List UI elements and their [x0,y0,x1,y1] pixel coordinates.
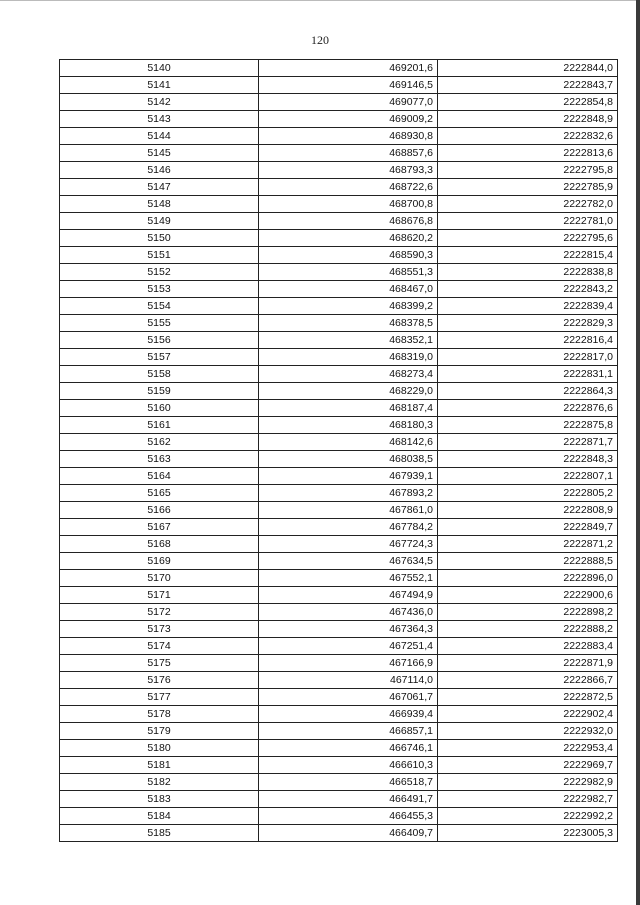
y-coordinate-cell: 2222982,7 [438,791,618,808]
table-row [60,451,618,468]
x-coordinate-cell: 467364,3 [259,621,438,638]
y-coordinate-cell: 2222843,7 [438,77,618,94]
table-row [60,723,618,740]
y-coordinate-cell: 2222807,1 [438,468,618,485]
x-coordinate-cell: 466455,3 [259,808,438,825]
point-number-cell: 5182 [60,774,259,791]
y-coordinate-cell: 2222992,2 [438,808,618,825]
point-number-cell: 5152 [60,264,259,281]
y-coordinate-cell: 2222795,8 [438,162,618,179]
point-number-cell: 5154 [60,298,259,315]
x-coordinate-cell: 468180,3 [259,417,438,434]
x-coordinate-cell: 467939,1 [259,468,438,485]
x-coordinate-cell: 466491,7 [259,791,438,808]
y-coordinate-cell: 2222839,4 [438,298,618,315]
table-row [60,196,618,213]
point-number-cell: 5170 [60,570,259,587]
table-row [60,808,618,825]
x-coordinate-cell: 468467,0 [259,281,438,298]
point-number-cell: 5157 [60,349,259,366]
x-coordinate-cell: 467436,0 [259,604,438,621]
table-row [60,570,618,587]
y-coordinate-cell: 2222871,2 [438,536,618,553]
point-number-cell: 5145 [60,145,259,162]
x-coordinate-cell: 468676,8 [259,213,438,230]
table-row [60,485,618,502]
table-row [60,502,618,519]
table-row [60,366,618,383]
page-top-edge [0,0,640,1]
y-coordinate-cell: 2222795,6 [438,230,618,247]
x-coordinate-cell: 469077,0 [259,94,438,111]
table-row [60,111,618,128]
x-coordinate-cell: 466939,4 [259,706,438,723]
table-row [60,621,618,638]
table-row [60,94,618,111]
y-coordinate-cell: 2222815,4 [438,247,618,264]
x-coordinate-cell: 468352,1 [259,332,438,349]
x-coordinate-cell: 468142,6 [259,434,438,451]
y-coordinate-cell: 2222864,3 [438,383,618,400]
x-coordinate-cell: 466857,1 [259,723,438,740]
x-coordinate-cell: 468590,3 [259,247,438,264]
point-number-cell: 5146 [60,162,259,179]
y-coordinate-cell: 2222843,2 [438,281,618,298]
point-number-cell: 5183 [60,791,259,808]
point-number-cell: 5161 [60,417,259,434]
table-row [60,247,618,264]
point-number-cell: 5174 [60,638,259,655]
point-number-cell: 5156 [60,332,259,349]
x-coordinate-cell: 469146,5 [259,77,438,94]
point-number-cell: 5179 [60,723,259,740]
table-row [60,587,618,604]
x-coordinate-cell: 469201,6 [259,60,438,77]
x-coordinate-cell: 467114,0 [259,672,438,689]
y-coordinate-cell: 2222883,4 [438,638,618,655]
y-coordinate-cell: 2222932,0 [438,723,618,740]
y-coordinate-cell: 2222888,2 [438,621,618,638]
y-coordinate-cell: 2222805,2 [438,485,618,502]
y-coordinate-cell: 2222902,4 [438,706,618,723]
point-number-cell: 5151 [60,247,259,264]
y-coordinate-cell: 2222871,7 [438,434,618,451]
y-coordinate-cell: 2223005,3 [438,825,618,842]
y-coordinate-cell: 2222781,0 [438,213,618,230]
table-row [60,434,618,451]
table-row [60,230,618,247]
table-row [60,757,618,774]
point-number-cell: 5181 [60,757,259,774]
table-row [60,672,618,689]
table-row [60,264,618,281]
x-coordinate-cell: 467061,7 [259,689,438,706]
point-number-cell: 5180 [60,740,259,757]
x-coordinate-cell: 468857,6 [259,145,438,162]
point-number-cell: 5171 [60,587,259,604]
x-coordinate-cell: 467784,2 [259,519,438,536]
table-row [60,332,618,349]
x-coordinate-cell: 469009,2 [259,111,438,128]
y-coordinate-cell: 2222854,8 [438,94,618,111]
y-coordinate-cell: 2222953,4 [438,740,618,757]
x-coordinate-cell: 468273,4 [259,366,438,383]
point-number-cell: 5166 [60,502,259,519]
point-number-cell: 5178 [60,706,259,723]
table-row [60,179,618,196]
y-coordinate-cell: 2222782,0 [438,196,618,213]
x-coordinate-cell: 468551,3 [259,264,438,281]
y-coordinate-cell: 2222848,9 [438,111,618,128]
y-coordinate-cell: 2222808,9 [438,502,618,519]
table-row [60,383,618,400]
y-coordinate-cell: 2222888,5 [438,553,618,570]
point-number-cell: 5169 [60,553,259,570]
table-row [60,655,618,672]
x-coordinate-cell: 468229,0 [259,383,438,400]
x-coordinate-cell: 467552,1 [259,570,438,587]
point-number-cell: 5150 [60,230,259,247]
y-coordinate-cell: 2222848,3 [438,451,618,468]
table-row [60,553,618,570]
table-row [60,349,618,366]
x-coordinate-cell: 466610,3 [259,757,438,774]
point-number-cell: 5176 [60,672,259,689]
x-coordinate-cell: 468930,8 [259,128,438,145]
point-number-cell: 5173 [60,621,259,638]
coordinates-table-body [60,60,618,842]
table-row [60,128,618,145]
table-row [60,791,618,808]
table-row [60,519,618,536]
x-coordinate-cell: 466746,1 [259,740,438,757]
point-number-cell: 5175 [60,655,259,672]
y-coordinate-cell: 2222785,9 [438,179,618,196]
coordinates-table [59,59,618,842]
y-coordinate-cell: 2222872,5 [438,689,618,706]
point-number-cell: 5177 [60,689,259,706]
point-number-cell: 5167 [60,519,259,536]
y-coordinate-cell: 2222900,6 [438,587,618,604]
x-coordinate-cell: 468722,6 [259,179,438,196]
y-coordinate-cell: 2222831,1 [438,366,618,383]
point-number-cell: 5184 [60,808,259,825]
table-row [60,689,618,706]
y-coordinate-cell: 2222982,9 [438,774,618,791]
x-coordinate-cell: 468319,0 [259,349,438,366]
point-number-cell: 5168 [60,536,259,553]
point-number-cell: 5141 [60,77,259,94]
y-coordinate-cell: 2222898,2 [438,604,618,621]
table-row [60,417,618,434]
table-row [60,162,618,179]
table-row [60,400,618,417]
point-number-cell: 5164 [60,468,259,485]
x-coordinate-cell: 468038,5 [259,451,438,468]
point-number-cell: 5153 [60,281,259,298]
table-row [60,740,618,757]
y-coordinate-cell: 2222876,6 [438,400,618,417]
y-coordinate-cell: 2222817,0 [438,349,618,366]
x-coordinate-cell: 468187,4 [259,400,438,417]
point-number-cell: 5155 [60,315,259,332]
x-coordinate-cell: 467251,4 [259,638,438,655]
table-row [60,77,618,94]
x-coordinate-cell: 467166,9 [259,655,438,672]
point-number-cell: 5148 [60,196,259,213]
point-number-cell: 5144 [60,128,259,145]
x-coordinate-cell: 468620,2 [259,230,438,247]
table-row [60,536,618,553]
y-coordinate-cell: 2222844,0 [438,60,618,77]
table-row [60,774,618,791]
point-number-cell: 5158 [60,366,259,383]
point-number-cell: 5159 [60,383,259,400]
x-coordinate-cell: 467634,5 [259,553,438,570]
table-row [60,298,618,315]
x-coordinate-cell: 467724,3 [259,536,438,553]
point-number-cell: 5147 [60,179,259,196]
y-coordinate-cell: 2222871,9 [438,655,618,672]
x-coordinate-cell: 467893,2 [259,485,438,502]
y-coordinate-cell: 2222969,7 [438,757,618,774]
x-coordinate-cell: 466518,7 [259,774,438,791]
table-row [60,706,618,723]
table-row [60,60,618,77]
y-coordinate-cell: 2222896,0 [438,570,618,587]
table-row [60,145,618,162]
table-row [60,315,618,332]
table-row [60,825,618,842]
point-number-cell: 5163 [60,451,259,468]
x-coordinate-cell: 468399,2 [259,298,438,315]
table-row [60,281,618,298]
x-coordinate-cell: 468700,8 [259,196,438,213]
page-number: 120 [311,33,329,47]
x-coordinate-cell: 466409,7 [259,825,438,842]
y-coordinate-cell: 2222816,4 [438,332,618,349]
point-number-cell: 5185 [60,825,259,842]
point-number-cell: 5143 [60,111,259,128]
table-row [60,604,618,621]
y-coordinate-cell: 2222875,8 [438,417,618,434]
x-coordinate-cell: 467494,9 [259,587,438,604]
table-row [60,638,618,655]
table-row [60,468,618,485]
y-coordinate-cell: 2222832,6 [438,128,618,145]
y-coordinate-cell: 2222838,8 [438,264,618,281]
y-coordinate-cell: 2222866,7 [438,672,618,689]
x-coordinate-cell: 467861,0 [259,502,438,519]
point-number-cell: 5165 [60,485,259,502]
point-number-cell: 5172 [60,604,259,621]
y-coordinate-cell: 2222829,3 [438,315,618,332]
table-row [60,213,618,230]
point-number-cell: 5160 [60,400,259,417]
x-coordinate-cell: 468378,5 [259,315,438,332]
point-number-cell: 5142 [60,94,259,111]
y-coordinate-cell: 2222813,6 [438,145,618,162]
point-number-cell: 5140 [60,60,259,77]
point-number-cell: 5162 [60,434,259,451]
point-number-cell: 5149 [60,213,259,230]
scan-right-edge [636,0,640,905]
y-coordinate-cell: 2222849,7 [438,519,618,536]
x-coordinate-cell: 468793,3 [259,162,438,179]
